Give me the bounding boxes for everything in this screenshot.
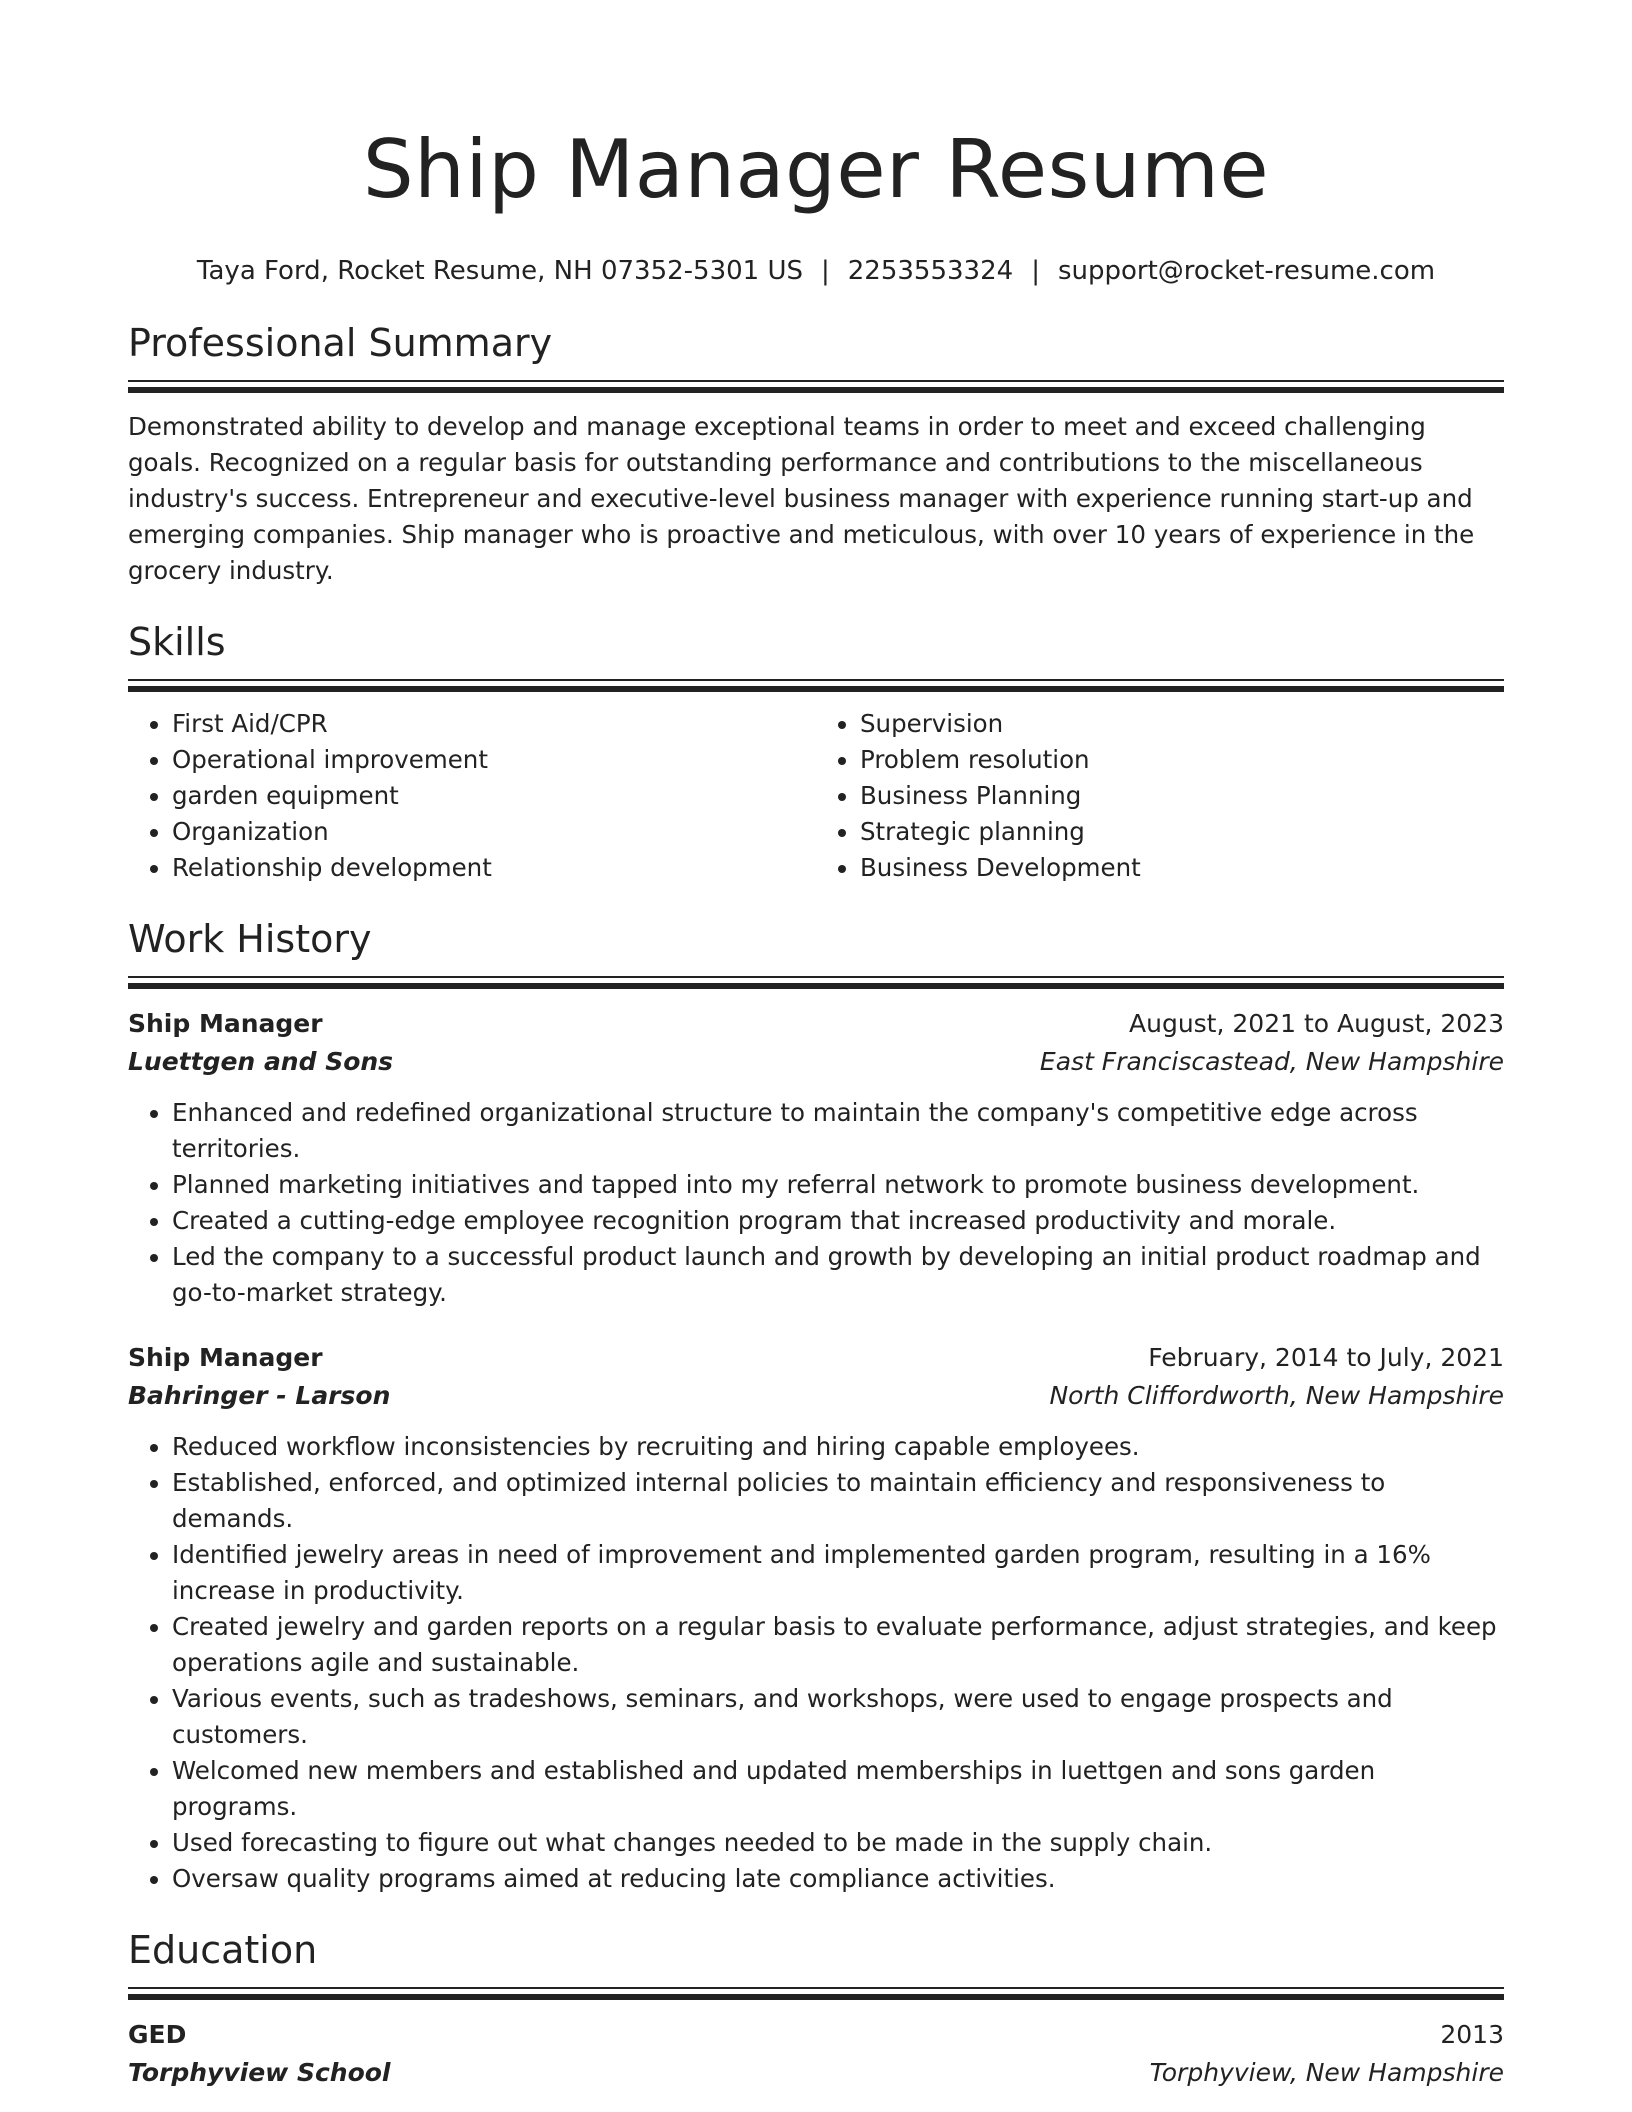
contact-separator: | [1031,256,1040,286]
job-bullet: • Led the company to a successful product launch and growth by developing an initial product roadmap and go-to-market strategy. [172,1239,1504,1311]
job-bullet: • Created jewelry and garden reports on a regular basis to evaluate performance, adjust strategies, and keep operations agile and sustainable. [172,1609,1504,1681]
job-title: Ship Manager [128,1343,323,1372]
job-header [128,1339,1504,1377]
job-bullet: • Used forecasting to figure out what changes needed to be made in the supply chain. [172,1825,1504,1861]
contact-email: support@rocket-resume.com [1057,256,1436,286]
section-divider [128,1987,1504,2000]
skills-heading: Skills [128,620,226,664]
summary-text: Demonstrated ability to develop and manage exceptional teams in order to meet and exceed challenging goals. Recognized on a regular basis for outstanding performance and contributions to the miscellaneous industry's success. Entrepreneur and executive-level business manager with experience running start-up and emerging companies. Ship manager who is proactive and meticulous, with over 10 years of experience in the grocery industry. [128,412,1475,585]
education-header [128,2016,1504,2054]
education-subheader [128,2054,1504,2092]
job-bullets [128,1095,1504,1311]
skills-column-right [816,706,1504,886]
skill-item: • Business Planning [860,778,1504,814]
job-dates: August, 2021 to August, 2023 [1129,1009,1504,1038]
job-location: East Franciscastead, New Hampshire [1039,1047,1504,1076]
job-title: Ship Manager [128,1009,323,1038]
summary-heading: Professional Summary [128,321,553,365]
section-divider [128,380,1504,393]
job-header [128,1005,1504,1043]
skills-column-left [128,706,816,886]
education-school: Torphyview School [128,2058,391,2087]
skill-item: • Problem resolution [860,742,1504,778]
job-entry [128,1005,1504,1311]
job-bullet: • Various events, such as tradeshows, seminars, and workshops, were used to engage prospects and customers. [172,1681,1504,1753]
job-company: Luettgen and Sons [128,1047,394,1076]
job-subheader [128,1043,1504,1081]
job-bullet: • Oversaw quality programs aimed at reducing late compliance activities. [172,1861,1504,1897]
skill-item: • Organization [172,814,816,850]
job-bullet: • Planned marketing initiatives and tapped into my referral network to promote business development. [172,1167,1504,1203]
work-heading: Work History [128,917,372,961]
job-company: Bahringer - Larson [128,1381,391,1410]
education-location: Torphyview, New Hampshire [1149,2058,1504,2087]
summary-section [128,320,1504,589]
section-divider [128,976,1504,989]
contact-line [128,254,1504,288]
contact-address: Taya Ford, Rocket Resume, NH 07352-5301 US [196,256,803,286]
skill-item: • First Aid/CPR [172,706,816,742]
contact-separator: | [821,256,830,286]
work-section [128,916,1504,1897]
education-entry [128,2016,1504,2092]
job-subheader [128,1377,1504,1415]
job-bullet: • Reduced workflow inconsistencies by recruiting and hiring capable employees. [172,1429,1504,1465]
skill-item: • Relationship development [172,850,816,886]
skill-item: • Supervision [860,706,1504,742]
job-location: North Cliffordworth, New Hampshire [1049,1381,1504,1410]
education-degree: GED [128,2020,187,2049]
skill-item: • Strategic planning [860,814,1504,850]
job-bullet: • Created a cutting-edge employee recognition program that increased productivity and morale. [172,1203,1504,1239]
job-bullets [128,1429,1504,1897]
skill-item: • garden equipment [172,778,816,814]
skills-grid [128,706,1504,886]
job-bullet: • Enhanced and redefined organizational structure to maintain the company's competitive edge across territories. [172,1095,1504,1167]
skills-section [128,619,1504,886]
job-bullet: • Welcomed new members and established and updated memberships in luettgen and sons garden programs. [172,1753,1504,1825]
section-divider [128,679,1504,692]
page-title: Ship Manager Resume [362,123,1270,216]
job-bullet: • Identified jewelry areas in need of improvement and implemented garden program, resulting in a 16% increase in productivity. [172,1537,1504,1609]
skill-item: • Business Development [860,850,1504,886]
job-bullet: • Established, enforced, and optimized internal policies to maintain efficiency and responsiveness to demands. [172,1465,1504,1537]
education-heading: Education [128,1928,318,1972]
education-year: 2013 [1440,2020,1504,2049]
job-entry [128,1339,1504,1897]
education-section [128,1927,1504,2092]
contact-phone: 2253553324 [847,256,1014,286]
skill-item: • Operational improvement [172,742,816,778]
job-dates: February, 2014 to July, 2021 [1148,1343,1504,1372]
